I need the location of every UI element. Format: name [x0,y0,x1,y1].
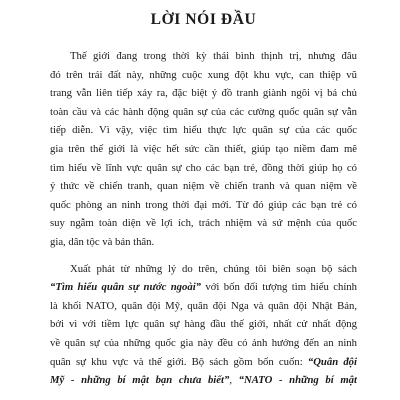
text-line: đó trên trái đất này, những cuộc xung đột khu vực, can thiệp vũ [50,68,357,81]
text-line: tiếp diễn. Vì vậy, việc tìm hiểu thực lực quân sự của các quốc [50,124,357,137]
page-title: LỜI NÓI ĐẦU [150,11,257,28]
text-segment: với bốn đối tượng tìm hiểu chính [201,281,357,294]
text-line: về quân sự của những quốc gia này đều có ảnh hưởng đến an ninh [50,336,357,349]
paragraph-2 [50,260,357,390]
book-title: Mỹ - những bí mật bạn chưa biết” [50,374,230,387]
paragraph-1 [50,47,357,252]
text-line: tìm hiểu về lĩnh vực quân sự cho các bạn trẻ, đồng thời giúp họ có [50,161,357,174]
series-title: “Tìm hiểu quân sự nước ngoài” [50,281,202,294]
text-line: Thế giới đang trong thời kỳ thái bình thịnh trị, nhưng đâu [70,50,357,62]
text-line: trang vẫn liên tiếp xảy ra, đặc biệt ý đồ tranh giành ngôi vị bá chủ [50,87,357,100]
text-line: suy ngẫm toàn diện về lợi ích, trách nhiệm và sứ mệnh của quốc [50,217,357,230]
text-line: bởi vì với tiềm lực quân sự hàng đầu thế giới, nhất cử nhất động [50,318,357,331]
book-title: “Quân đội [307,355,357,368]
text-line: ý thức về chiến tranh, quan niệm về chiến tranh và quan niệm về [50,180,357,193]
text-line: là khối NATO, quân đội Mỹ, quân đội Nga và quân đội Nhật Bản, [50,299,357,312]
text-line: toàn cầu và các hành động quân sự của các cường quốc quân sự vẫn [50,105,357,118]
text-segment: , [229,374,239,387]
text-line: gia trên thế giới là việc hết sức cần thiết, giúp tạo niềm đam mê [50,142,357,155]
book-title: “NATO - những bí mật [238,374,357,387]
text-line: gia, dân tộc và bản thân. [50,235,155,248]
text-line [50,278,357,297]
text-line [50,353,357,372]
text-segment: quân sự khu vực và thế giới. Bộ sách gồm bốn cuốn: [50,355,308,368]
text-line [50,371,357,390]
text-line: Xuất phát từ những lý do trên, chúng tôi biên soạn bộ sách [70,262,357,275]
text-line: quốc phòng an ninh trong thời đại mới. Từ đó giúp các bạn trẻ có [50,198,357,211]
